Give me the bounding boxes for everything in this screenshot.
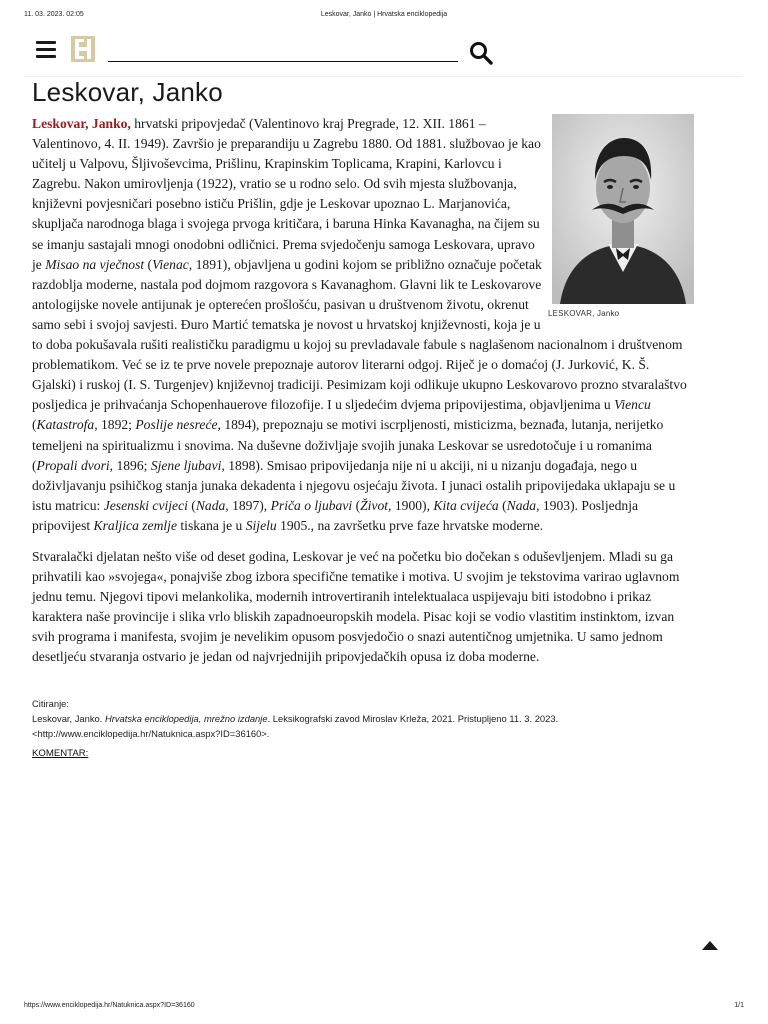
italic-title: Vienac, (152, 256, 193, 272)
article-paragraph-2 (32, 547, 690, 668)
italic-title: Priča o ljubavi (270, 497, 353, 513)
italic-title: Nada, (506, 497, 540, 513)
text-run: 1891), objavljena u godini kojom se približno označuje početak razdoblja moderne, nastala pod dojmom razgovora s Kavanaghom. Glavni lik te Leskovarove antologijske novele antijunak je opterećen prošlošću, pasivan u društvenom životu, okrenut samo sebi i svojoj savjesti. Đuro Martić tematska je novost u hrvatskoj književnosti, koja je u to doba pokušavala rušiti realističku paradigmu u kojoj su prevladavale fabule s naglašenom nacionalnom i društvenom problematikom. Već se iz te prve novele prepoznaje autorov literarni odgoj. Riječ je o domaćoj (J. Jurković, K. Š. Gjalski) i ruskoj (I. S. Turgenjev) književnoj tradiciji. Pesimizam koji odlikuje ukupno Leskovarovo prozno stvaralaštvo posljedica je prihvaćanja Schopenhauerove filozofije. I u sljedećim dvjema pripovijestima, objavljenima u (32, 256, 687, 413)
italic-title: Jesenski cvijeci (103, 497, 188, 513)
citation-heading: Citiranje: (32, 698, 69, 709)
komentar-link[interactable]: KOMENTAR: (32, 748, 89, 759)
text-run: 1894), prepoznaju se motivi iscrpljenosti, misticizma, beznađa, lutanja, nerijetko temeljeni na spiritualizmu i snovima. Na duševne doživljaje svojih junaka Leskovar se usredotočuje i u romanima ( (32, 417, 664, 473)
italic-title: Život, (360, 497, 392, 513)
print-page-number: 1/1 (734, 1002, 744, 1009)
text-run: 1892; (97, 417, 136, 433)
italic-title: Sjene ljubavi, (150, 457, 225, 473)
text-run: ( (498, 497, 507, 513)
print-timestamp: 11. 03. 2023. 02:05 (24, 11, 84, 18)
headword: Leskovar, Janko, (32, 116, 131, 131)
italic-title: Propali dvori, (36, 457, 114, 473)
italic-title: Misao na vječnost (45, 256, 145, 272)
text-run: ( (144, 256, 153, 272)
portrait-caption: LESKOVAR, Janko (548, 309, 620, 318)
italic-title: Poslije nesreće, (135, 417, 221, 433)
portrait-figure (548, 114, 694, 318)
text-run: 1903). Posljednja pripovijest (32, 497, 639, 533)
article-title: Leskovar, Janko (32, 77, 223, 107)
text-run: 1898). Smisao pripovijedanja nije ni u akciji, ni u nizanju događaja, nego u doživljavanju psihičkog stanja junaka dekadenta i njegovu osjećaju života. I junaci ostalih pripovijedaka uklapaju se u istu matricu: (32, 457, 676, 513)
text-run: Stvaralački djelatan nešto više od deset godina, Leskovar je već na početku bio dočekan s oduševljenjem. Mladi su ga prihvatili kao »svojega«, ponajviše zbog izbora specifične tematike i motiva. U svojim je tekstovima varirao uglavnom jednu temu. Njegovi tipovi melankolika, modernih introvertiranih intelektualaca uspijevaju biti istodobno i prikaz karaktera naše provincije i slika vrlo bliskih zapadnoeuropskih modela. Pisac koji se vodio vlastitim instinktom, izvan svih programa i manifesta, svojim je nevelikim opusom posvjedočio o snazi autentičnog umjetnika. U samo jednom desetljeću stvaranja ostvario je jedan od najvrjednijih pripovjedačkih opusa iz doba moderne. (32, 548, 680, 665)
text-run: ( (187, 497, 196, 513)
citation-url: <http://www.enciklopedija.hr/Natuknica.aspx?ID=36160>. (32, 728, 270, 739)
text-run: ( (352, 497, 361, 513)
text-run: tiskana je u (177, 517, 246, 533)
italic-title: Hrvatska enciklopedija, mrežno izdanje (104, 713, 268, 724)
text-run: 1897), (228, 497, 271, 513)
text-run: 1905., na završetku prve faze hrvatske moderne. (276, 517, 544, 533)
text-run: 1896; (113, 457, 151, 473)
text-run: . Leksikografski zavod Miroslav Krleža, 2021. Pristupljeno 11. 3. 2023. (267, 713, 559, 724)
article-body (32, 114, 690, 679)
hamburger-menu-icon[interactable] (36, 41, 56, 59)
search-icon[interactable] (469, 41, 493, 65)
italic-title: Kraljica zemlje (93, 517, 177, 533)
text-run: Leskovar, Janko. (32, 713, 105, 724)
enciklopedija-logo-icon[interactable] (71, 36, 95, 62)
search-input[interactable] (108, 37, 458, 62)
italic-title: Viencu (614, 397, 651, 413)
text-run: hrvatski pripovjedač (Valentinovo kraj Pregrade, 12. XII. 1861 – Valentinovo, 4. II. 1949). Završio je preparandiju u Zagrebu 1880. Od 1881. službovao je kao učitelj u Valpovu, Šljivoševcima, Prišlinu, Krapinskim Toplicama, Krapini, Karlovcu i Zagrebu. Nakon umirovljenja (1922), vratio se u rodno selo. Od svih mjesta službovanja, književni povjesničari posebno ističu Prišlin, gdje je Leskovar upoznao L. Marjanovića, skupljača narodnoga blaga i svojega prvoga kritičara, i baruna Hinka Kavanagha, na čijem su se imanju sastajali mnogi onodobni odličnici. Prema svjedočenju samoga Leskovara, upravo je (32, 116, 541, 272)
print-footer (24, 1002, 744, 1012)
citation-reference (32, 711, 692, 726)
italic-title: Kita cvijeća (433, 497, 499, 513)
citation-block (32, 696, 692, 741)
text-run: 1900), (391, 497, 434, 513)
top-navigation-bar (24, 30, 742, 77)
italic-title: Nada, (195, 497, 229, 513)
italic-title: Sijelu (245, 517, 277, 533)
print-header (24, 11, 744, 21)
chevron-up-icon[interactable] (702, 941, 718, 950)
text-run: ( (32, 417, 37, 433)
portrait-image[interactable] (552, 114, 694, 304)
print-page-title: Leskovar, Janko | Hrvatska enciklopedija (320, 11, 448, 18)
print-footer-url: https://www.enciklopedija.hr/Natuknica.aspx?ID=36160 (24, 1002, 195, 1009)
italic-title: Katastrofa, (36, 417, 98, 433)
